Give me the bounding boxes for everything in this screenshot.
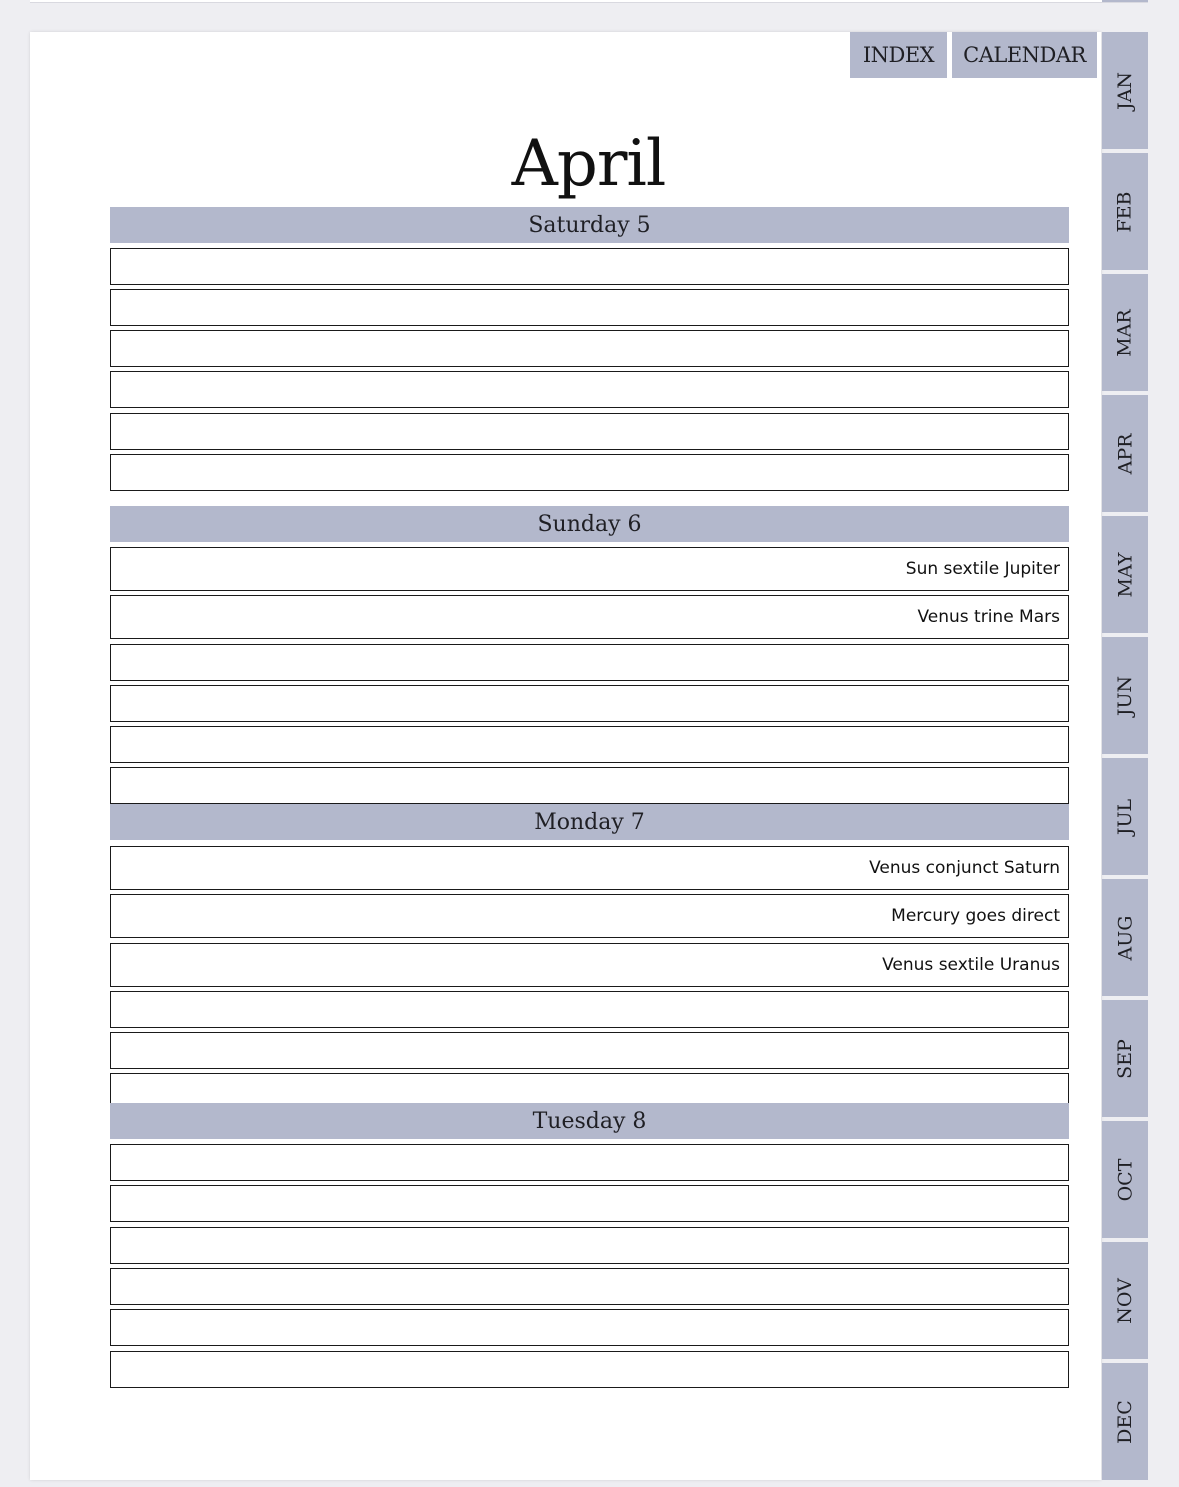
month-tab-dec[interactable] xyxy=(1102,1363,1148,1480)
month-tab-mar[interactable] xyxy=(1102,274,1148,391)
month-tabs xyxy=(1102,32,1148,1480)
note-row[interactable] xyxy=(110,685,1069,722)
month-tab-label: MAY xyxy=(1113,552,1136,597)
month-tab-nov[interactable] xyxy=(1102,1242,1148,1359)
note-row[interactable] xyxy=(110,413,1069,450)
note-row[interactable] xyxy=(110,726,1069,763)
month-tab-label: MAR xyxy=(1114,308,1137,357)
day-header-tuesday: Tuesday 8 xyxy=(110,1103,1069,1139)
month-tab-feb[interactable] xyxy=(1102,153,1148,270)
month-tab-label: JUL xyxy=(1114,798,1136,835)
note-row[interactable] xyxy=(110,547,1069,591)
note-row[interactable] xyxy=(110,846,1069,890)
calendar-tab[interactable]: CALENDAR xyxy=(952,32,1097,78)
note-row[interactable] xyxy=(110,371,1069,408)
note-row[interactable] xyxy=(110,894,1069,938)
note-row[interactable] xyxy=(110,943,1069,987)
note-row[interactable] xyxy=(110,330,1069,367)
note-text: Mercury goes direct xyxy=(891,906,1060,926)
note-row[interactable] xyxy=(110,289,1069,326)
index-tab[interactable]: INDEX xyxy=(850,32,947,78)
day-header-saturday: Saturday 5 xyxy=(110,207,1069,243)
note-row[interactable] xyxy=(110,1351,1069,1388)
month-tab-aug[interactable] xyxy=(1102,879,1148,996)
day-header-sunday: Sunday 6 xyxy=(110,506,1069,542)
page-title: April xyxy=(511,127,666,201)
month-tab-label: APR xyxy=(1114,433,1136,474)
note-row[interactable] xyxy=(110,1185,1069,1222)
month-tab-may[interactable] xyxy=(1102,516,1148,633)
note-row[interactable] xyxy=(110,1227,1069,1264)
month-tab-jul[interactable] xyxy=(1102,758,1148,875)
note-row[interactable] xyxy=(110,454,1069,491)
month-tab-oct[interactable] xyxy=(1102,1121,1148,1238)
day-header-monday: Monday 7 xyxy=(110,804,1069,840)
note-row[interactable] xyxy=(110,1032,1069,1069)
month-tab-label: OCT xyxy=(1113,1158,1136,1201)
note-row[interactable] xyxy=(110,1144,1069,1181)
note-text: Venus trine Mars xyxy=(917,607,1060,627)
note-row[interactable] xyxy=(110,248,1069,285)
month-tab-label: AUG xyxy=(1113,915,1136,960)
note-row[interactable] xyxy=(110,644,1069,681)
month-tab-sep[interactable] xyxy=(1102,1000,1148,1117)
note-text: Venus sextile Uranus xyxy=(882,955,1060,975)
month-tab-apr[interactable] xyxy=(1102,395,1148,512)
previous-page-edge xyxy=(30,0,1148,3)
note-row[interactable] xyxy=(110,1268,1069,1305)
month-tab-label: NOV xyxy=(1114,1277,1136,1324)
month-tab-label: SEP xyxy=(1113,1038,1136,1079)
note-row[interactable] xyxy=(110,1309,1069,1346)
month-tab-jan[interactable] xyxy=(1102,32,1148,149)
previous-page-tab-edge xyxy=(1102,0,1148,2)
note-text: Venus conjunct Saturn xyxy=(869,858,1060,878)
month-tab-label: FEB xyxy=(1113,190,1136,233)
planner-page xyxy=(30,32,1101,1480)
month-tab-label: DEC xyxy=(1113,1399,1136,1444)
note-row[interactable] xyxy=(110,991,1069,1028)
note-text: Sun sextile Jupiter xyxy=(905,559,1060,579)
month-tab-jun[interactable] xyxy=(1102,637,1148,754)
month-tab-label: JUN xyxy=(1113,675,1136,716)
month-tab-label: JAN xyxy=(1114,71,1136,110)
note-row[interactable] xyxy=(110,767,1069,804)
note-row[interactable] xyxy=(110,595,1069,639)
